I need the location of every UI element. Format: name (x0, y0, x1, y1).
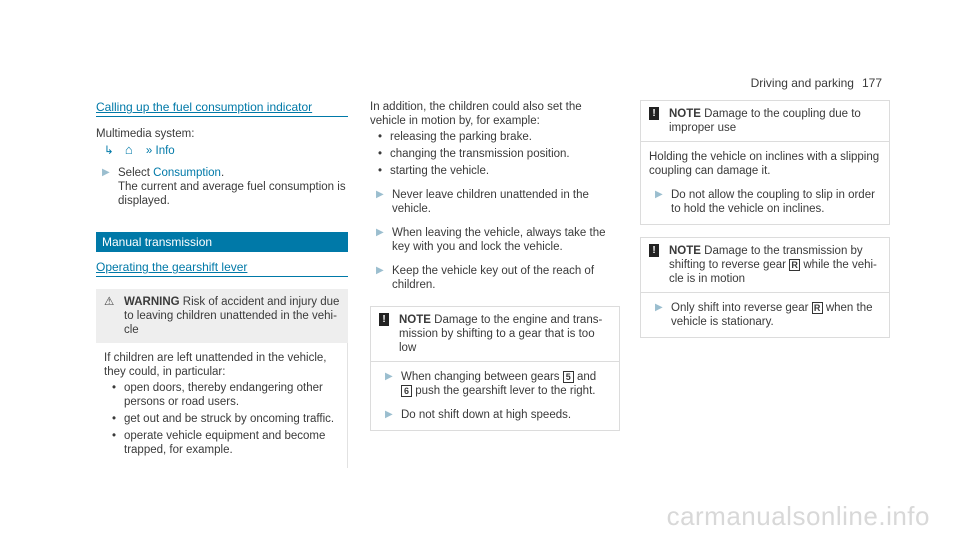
column-1 (96, 100, 348, 468)
note-body (371, 362, 619, 430)
gear-6-symbol: 6 (401, 385, 412, 397)
page-header (751, 76, 882, 90)
instruction-step: ▶ Keep the vehicle key out of the reach of children. (376, 265, 595, 291)
instruction-step: ▶ Never leave children unattended in the vehicle. (376, 189, 589, 215)
note-body (641, 142, 889, 224)
note-label: NOTE (669, 108, 701, 120)
note-body (641, 293, 889, 337)
step-arrow-icon: ▶ (376, 189, 384, 200)
page-number: 177 (861, 76, 882, 90)
note-header: ! NOTE Damage to the transmission by shifting to reverse gear R while the vehi- cle is in motion (641, 238, 889, 293)
list-item: • changing the transmission position. (370, 147, 620, 161)
step-arrow-icon: ▶ (385, 371, 393, 382)
note-body-text: Holding the vehicle on inclines with a slipping coupling can damage it. (649, 151, 880, 177)
instruction-step: ▶ Do not allow the coupling to slip in order to hold the vehicle on inclines. (655, 189, 875, 215)
nav-path (96, 143, 348, 158)
note-text: Damage to the engine and trans- mission by shifting to a gear that is too low (399, 314, 603, 354)
step-arrow-icon: ▶ (376, 227, 384, 238)
manual-transmission-bar: Manual transmission (96, 232, 348, 252)
note-label: NOTE (399, 314, 431, 326)
step-arrow-icon: ▶ (102, 167, 110, 178)
reverse-gear-symbol: R (789, 259, 800, 271)
step-arrow-icon: ▶ (655, 189, 663, 200)
engine-note-box (370, 306, 620, 431)
note-label: NOTE (669, 245, 701, 257)
list-item: • operate vehicle equipment and become trapped, for example. (104, 429, 337, 457)
coupling-note-box (640, 100, 890, 225)
warning-body (96, 343, 348, 468)
select-description: The current and average fuel consumption is displayed. (118, 181, 346, 207)
gear-5-symbol: 5 (563, 371, 574, 383)
warning-label: WARNING (124, 296, 180, 308)
multimedia-label: Multimedia system: (96, 128, 195, 140)
column-3 (640, 100, 890, 338)
note-text: Damage to the coupling due to improper use (669, 108, 861, 134)
warning-header (96, 289, 348, 343)
double-chevron-icon: » (145, 145, 153, 157)
column-2 (370, 100, 620, 431)
instruction-step: ▶ Do not shift down at high speeds. (385, 409, 572, 421)
note-header (371, 307, 619, 362)
step-arrow-icon: ▶ (385, 409, 393, 420)
note-header (641, 101, 889, 142)
children-intro: In addition, the children could also set the vehicle in motion by, for example: (370, 101, 582, 127)
home-icon: ⌂ (124, 142, 133, 157)
warning-list (104, 381, 337, 457)
notice-icon: ! (649, 107, 659, 120)
consumption-link[interactable]: Consumption (153, 167, 221, 179)
arrow-icon: ↳ (104, 145, 114, 157)
notice-icon: ! (379, 313, 389, 326)
header-section: Driving and parking (750, 76, 854, 90)
warning-triangle-icon: ⚠ (104, 296, 115, 308)
reverse-gear-symbol: R (812, 302, 823, 314)
step-arrow-icon: ▶ (376, 265, 384, 276)
step-arrow-icon: ▶ (655, 302, 663, 313)
children-list (370, 130, 620, 178)
warning-text: Risk of accident and injury due to leaving children unattended in the vehi- cle (124, 296, 340, 336)
fuel-section-title: Calling up the fuel consumption indicator (96, 100, 348, 117)
warning-intro: If children are left unattended in the vehicle, they could, in particular: (104, 352, 327, 378)
list-item: • open doors, thereby endangering other persons or road users. (104, 381, 337, 409)
warning-box (96, 289, 348, 468)
list-item: • releasing the parking brake. (370, 130, 620, 144)
instruction-step: ▶ When leaving the vehicle, always take the key with you and lock the vehicle. (376, 227, 606, 253)
watermark: carmanualsonline.info (666, 501, 930, 531)
list-item: • starting the vehicle. (370, 164, 620, 178)
list-item: • get out and be struck by oncoming traffic. (104, 412, 337, 426)
instruction-step: ▶ When changing between gears 5 and 6 push the gearshift lever to the right. (385, 371, 597, 397)
select-step: ▶ Select Consumption. The current and average fuel consumption is displayed. (102, 167, 346, 207)
instruction-step: ▶ Only shift into reverse gear R when the vehicle is stationary. (655, 302, 873, 328)
gearshift-section-title: Operating the gearshift lever (96, 260, 348, 277)
notice-icon: ! (649, 244, 659, 257)
transmission-note-box (640, 237, 890, 338)
nav-info-link[interactable]: Info (155, 145, 175, 157)
